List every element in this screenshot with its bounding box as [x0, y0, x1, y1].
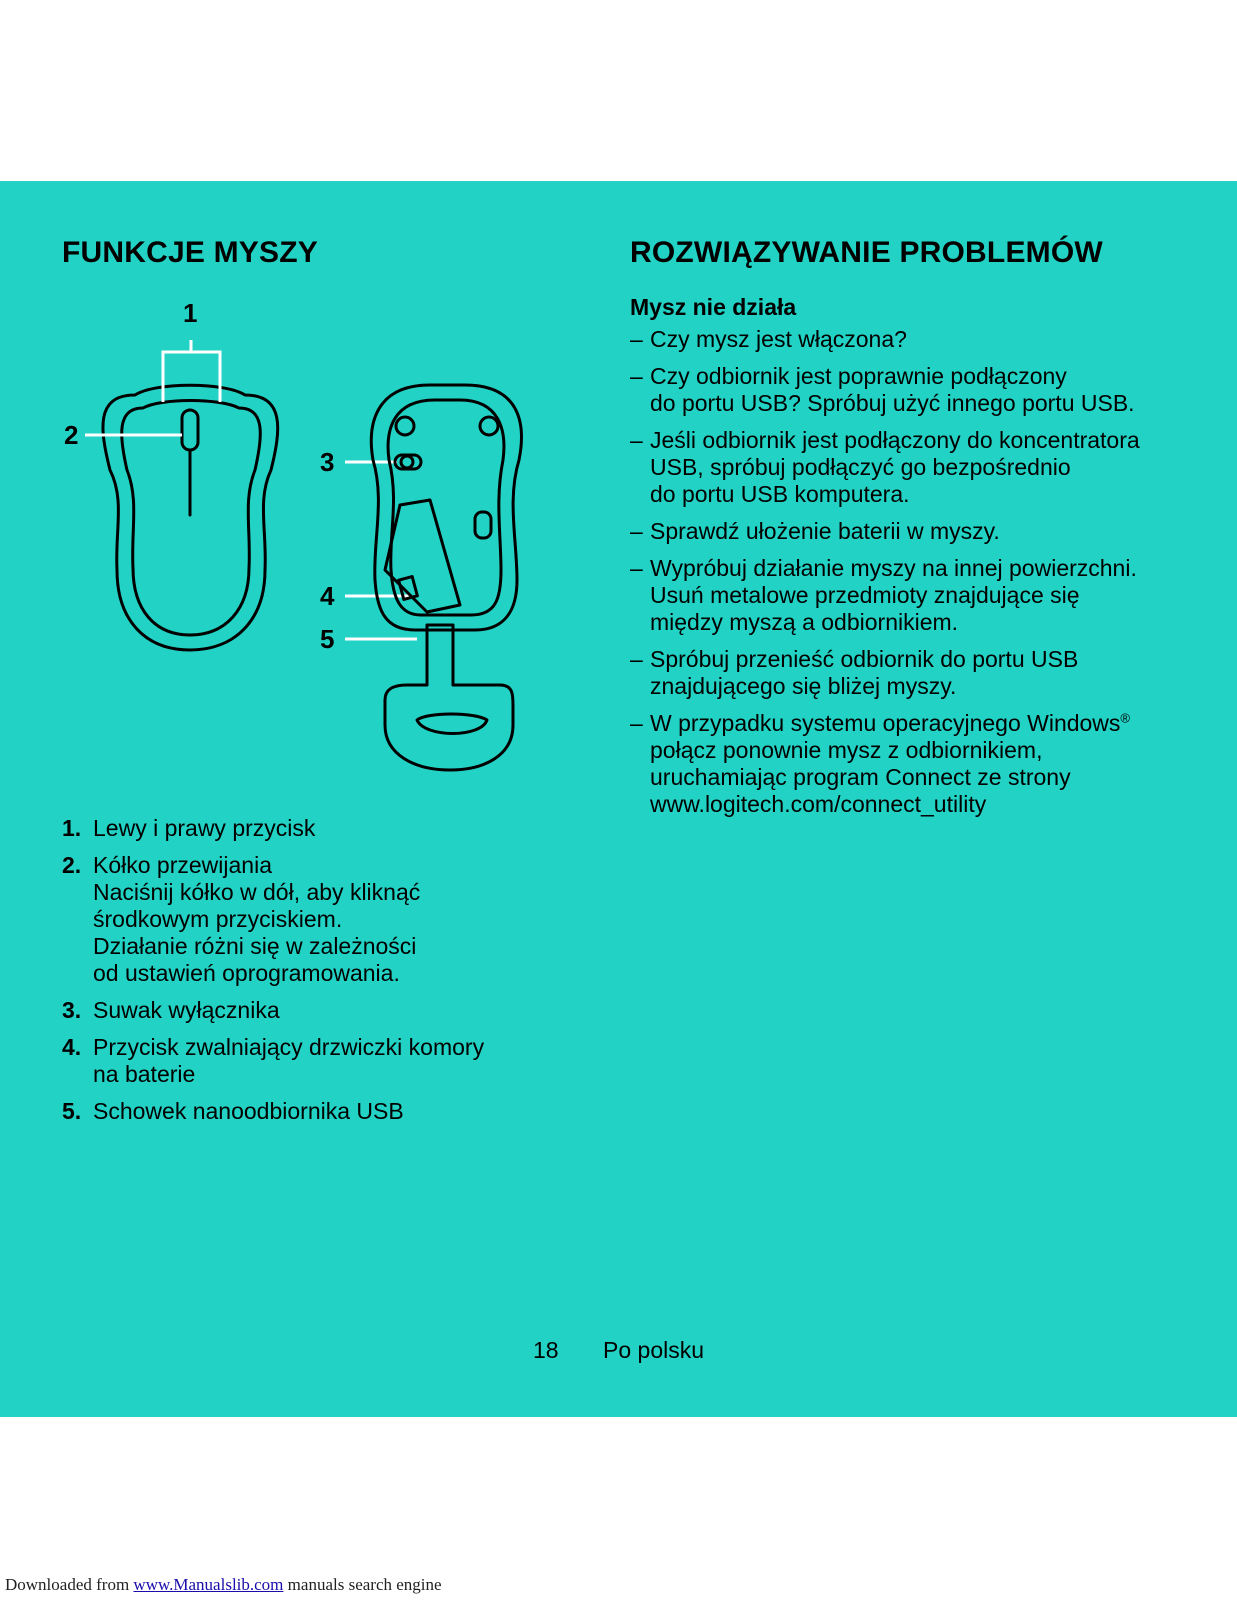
item-text: uruchamiając program Connect ze strony: [650, 764, 1071, 790]
item-text: Naciśnij kółko w dół, aby kliknąć: [93, 879, 421, 905]
list-item: [62, 852, 562, 987]
list-item: [630, 363, 1190, 417]
manualslib-link[interactable]: www.Manualslib.com: [133, 1575, 284, 1594]
dash-bullet: –: [630, 710, 643, 736]
scroll-wheel: [182, 410, 198, 450]
dash-bullet: –: [630, 518, 643, 544]
mouse-top-outline: [103, 385, 278, 650]
list-item: [62, 1034, 562, 1088]
item-number: 3.: [62, 997, 82, 1023]
item-text: Spróbuj przenieść odbiornik do portu USB: [650, 646, 1079, 672]
item-text: W przypadku systemu operacyjnego Windows: [650, 710, 1121, 736]
dash-bullet: –: [630, 555, 643, 581]
item-text: Lewy i prawy przycisk: [93, 815, 316, 841]
list-item: [630, 427, 1190, 508]
problem-subheading: Mysz nie działa: [630, 294, 797, 320]
list-item: [630, 326, 1190, 353]
item-text: Usuń metalowe przedmioty znajdujące się: [650, 582, 1080, 608]
item-text: połącz ponownie mysz z odbiornikiem,: [650, 737, 1043, 763]
item-text: między myszą a odbiornikiem.: [650, 609, 959, 635]
item-text: do portu USB? Spróbuj użyć innego portu USB.: [650, 390, 1135, 416]
download-banner: [5, 1575, 442, 1595]
item-text: Jeśli odbiornik jest podłączony do koncentratora: [650, 427, 1140, 453]
dash-bullet: –: [630, 646, 643, 672]
mouse-diagram: [55, 300, 575, 800]
list-item: [630, 518, 1190, 545]
callout-1: 1: [183, 300, 198, 328]
item-number: 4.: [62, 1034, 82, 1060]
item-text: Czy mysz jest włączona?: [650, 326, 907, 352]
item-number: 2.: [62, 852, 82, 878]
list-item: [62, 815, 562, 842]
item-text: Wypróbuj działanie myszy na innej powierzchni.: [650, 555, 1137, 581]
item-text-with-trademark: [650, 710, 1190, 737]
item-text: na baterie: [93, 1061, 196, 1087]
usb-storage-slot: [475, 512, 491, 538]
item-text: do portu USB komputera.: [650, 481, 910, 507]
callout-2: 2: [64, 420, 79, 450]
list-item: [630, 646, 1190, 700]
item-text: od ustawień oprogramowania.: [93, 960, 400, 986]
language-label: Po polsku: [603, 1337, 705, 1363]
features-heading: FUNKCJE MYSZY: [62, 236, 318, 269]
item-text: Suwak wyłącznika: [93, 997, 280, 1023]
troubleshooting-heading: ROZWIĄZYWANIE PROBLEMÓW: [630, 236, 1103, 269]
list-item: [62, 1098, 562, 1125]
usb-receiver-storage: [385, 625, 513, 770]
item-text: Schowek nanoodbiornika USB: [93, 1098, 404, 1124]
mouse-bottom-inner: [388, 400, 504, 615]
callout-3: 3: [320, 447, 335, 477]
download-prefix: Downloaded from: [5, 1575, 134, 1594]
item-number: 5.: [62, 1098, 82, 1124]
item-text: www.logitech.com/connect_utility: [650, 791, 987, 817]
callout-1-bracket: [163, 340, 220, 402]
dash-bullet: –: [630, 326, 643, 352]
item-text: Sprawdź ułożenie baterii w myszy.: [650, 518, 1000, 544]
download-suffix: manuals search engine: [283, 1575, 442, 1594]
list-item: [630, 710, 1190, 818]
dash-bullet: –: [630, 427, 643, 453]
callout-5: 5: [320, 624, 335, 654]
item-text: środkowym przyciskiem.: [93, 906, 343, 932]
registered-mark: ®: [1120, 710, 1131, 726]
list-item: [630, 555, 1190, 636]
item-number: 1.: [62, 815, 82, 841]
item-text: Działanie różni się w zależności: [93, 933, 417, 959]
list-item: [62, 997, 562, 1024]
features-list: [62, 815, 562, 1135]
item-text: znajdującego się bliżej myszy.: [650, 673, 957, 699]
callout-4: 4: [320, 581, 335, 611]
item-text: Czy odbiornik jest poprawnie podłączony: [650, 363, 1067, 389]
page-number: 18: [533, 1337, 559, 1363]
item-text: Przycisk zwalniający drzwiczki komory: [93, 1034, 485, 1060]
item-text: Kółko przewijania: [93, 852, 272, 878]
item-text: USB, spróbuj podłączyć go bezpośrednio: [650, 454, 1071, 480]
troubleshooting-list: [630, 326, 1190, 828]
dash-bullet: –: [630, 363, 643, 389]
